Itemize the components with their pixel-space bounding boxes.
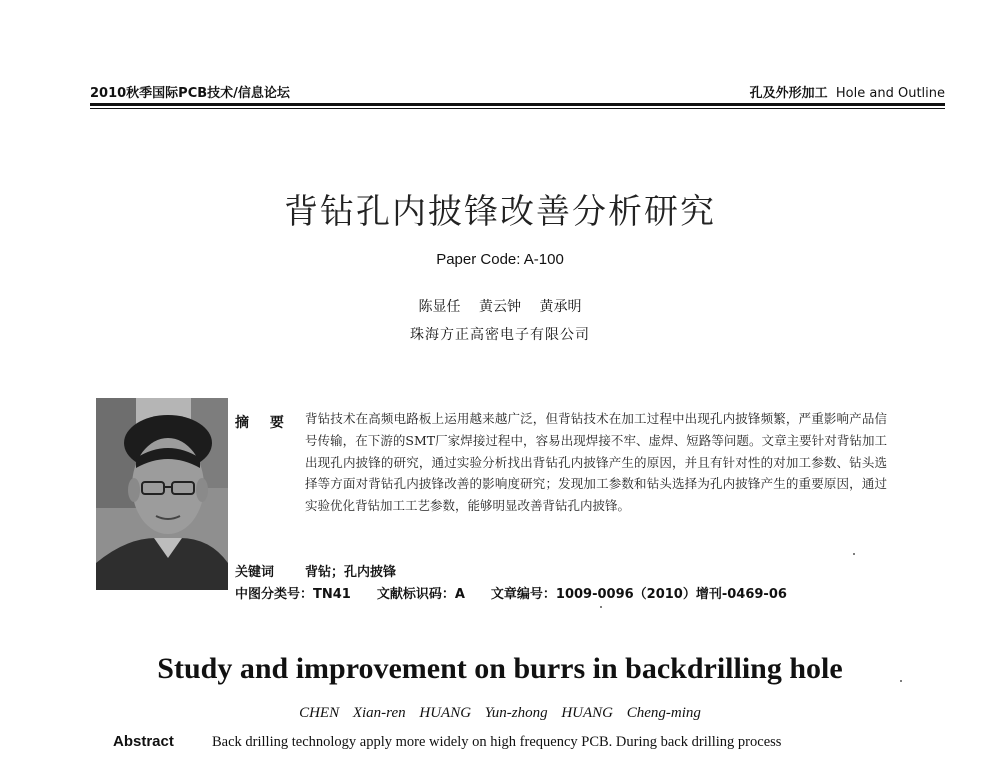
paper-title-cn: 背钻孔内披锋改善分析研究 bbox=[284, 192, 716, 232]
article-number: 文章编号：1009-0096（2010）增刊-0469-06 bbox=[490, 587, 787, 602]
authors-cn: 陈显任 黄云钟 黄承明 bbox=[418, 299, 582, 315]
paper-code: Paper Code: A-100 bbox=[436, 251, 564, 268]
keywords-text: 背钻；孔内披锋 bbox=[305, 565, 397, 580]
doc-code: 文献标识码：A bbox=[376, 587, 465, 602]
clc-number: 中图分类号：TN41 bbox=[235, 587, 351, 602]
affiliation-cn: 珠海方正高密电子有限公司 bbox=[410, 327, 590, 343]
classification-line bbox=[235, 583, 813, 602]
header-rule-thick bbox=[90, 103, 945, 106]
keywords-label: 关键词 bbox=[235, 565, 275, 580]
paper-title-en: Study and improvement on burrs in backdrilling hole bbox=[157, 652, 843, 685]
abstract-cn-text: 背钻技术在高频电路板上运用越来越广泛，但背钻技术在加工过程中出现孔内披锋频繁，严重影响产品信号传输，在下游的SMT厂家焊接过程中，容易出现焊接不牢、虚焊、短路等问题。文章主要针对背钻加工出现孔内披锋的研究，通过实验分析找出背钻孔内披锋产生的原因，并且有针对性的对加工参数、钻头选择等方面对背钻孔内披锋改善的影响度研究；发现加工参数和钻头选择为孔内披锋产生的重要原因，通过实验优化背钻加工工艺参数，能够明显改善背钻孔内披锋。 bbox=[305, 411, 887, 514]
abstract-en-label: Abstract bbox=[113, 733, 174, 750]
authors-en: CHEN Xian-ren HUANG Yun-zhong HUANG Cheng-ming bbox=[299, 705, 701, 721]
section-name-en: Hole and Outline bbox=[835, 86, 945, 101]
abstract-en-text: Back drilling technology apply more widely on high frequency PCB. During back drilling process bbox=[212, 734, 782, 750]
section-name-cn: 孔及外形加工 bbox=[749, 86, 828, 101]
scan-speck bbox=[900, 680, 902, 682]
author-photo bbox=[96, 398, 228, 590]
forum-name: 2010秋季国际PCB技术/信息论坛 bbox=[90, 86, 290, 101]
scan-speck bbox=[853, 553, 855, 555]
section-name bbox=[750, 82, 945, 101]
running-header bbox=[90, 80, 945, 100]
scan-speck bbox=[600, 606, 602, 608]
header-rule-thin bbox=[90, 108, 945, 109]
abstract-cn-label: 摘 要 bbox=[235, 415, 292, 431]
